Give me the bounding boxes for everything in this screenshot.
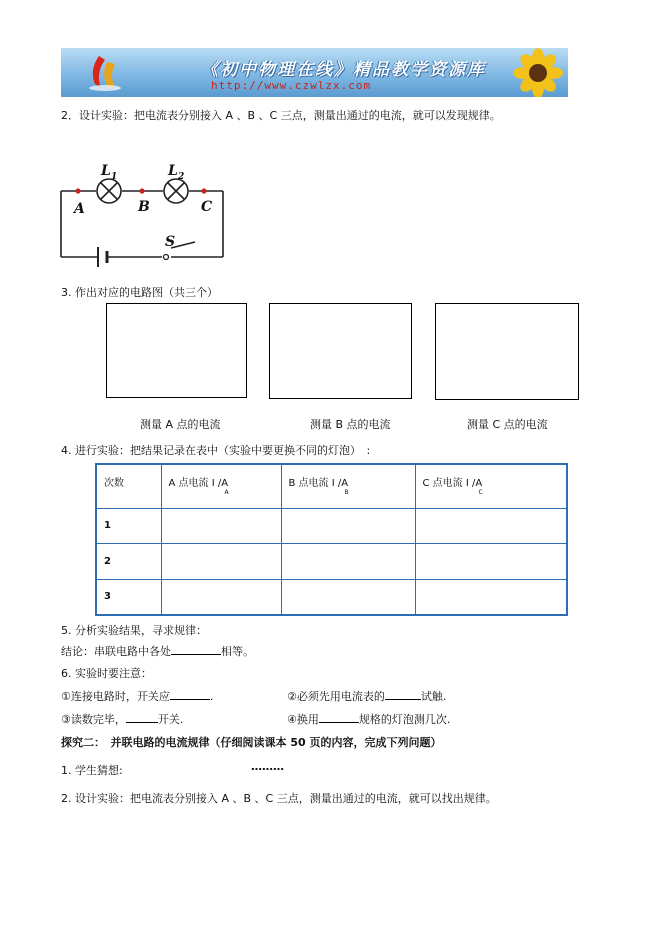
note2-blank[interactable] xyxy=(385,689,421,700)
note-4: ④换用 规格的灯泡测几次. xyxy=(287,713,451,726)
cell-b-1[interactable] xyxy=(281,508,415,543)
cell-c-1[interactable] xyxy=(415,508,567,543)
row-number: 3 xyxy=(96,579,161,615)
lamp-l2-subscript: 2 xyxy=(178,172,185,182)
diagram-box-a[interactable] xyxy=(106,303,247,398)
section2-step2: 2. 设计实验：把电流表分别接入 A 、B 、C 三点，测量出通过的电流，就可以找出规律。 xyxy=(61,792,497,805)
point-b-label: B xyxy=(138,199,150,215)
note4-blank[interactable] xyxy=(319,712,359,723)
header-c-current: C 点电流 I /A C xyxy=(415,464,567,508)
row-number: 2 xyxy=(96,543,161,579)
series-circuit-diagram xyxy=(58,158,233,273)
site-logo-icon xyxy=(85,54,125,92)
table-row xyxy=(96,579,567,615)
diagram-box-c[interactable] xyxy=(435,303,579,400)
header-count: 次数 xyxy=(96,464,161,508)
step4-text: 4. 进行实验：把结果记录在表中（实验中要更换不同的灯泡） : xyxy=(61,444,371,457)
header-banner xyxy=(61,48,568,97)
section2-heading: 探究二： 并联电路的电流规律（仔细阅读课本 50 页的内容，完成下列问题） xyxy=(61,736,442,749)
table-row xyxy=(96,508,567,543)
header-a-current: A 点电流 I /A A xyxy=(161,464,281,508)
switch-s-label: S xyxy=(165,234,176,250)
note3-blank[interactable] xyxy=(126,712,158,723)
conclusion-line: 结论：串联电路中各处 相等。 xyxy=(61,645,254,658)
cell-b-2[interactable] xyxy=(281,543,415,579)
lamp-l2-label: L xyxy=(168,163,178,179)
lamp-l1-subscript: 1 xyxy=(111,172,118,182)
results-table xyxy=(95,463,568,616)
cell-c-2[interactable] xyxy=(415,543,567,579)
banner-url[interactable]: http://www.czwlzx.com xyxy=(211,79,372,92)
step6-text: 6. 实验时要注意： xyxy=(61,667,152,680)
diagram-box-b[interactable] xyxy=(269,303,412,399)
header-b-current: B 点电流 I /A B xyxy=(281,464,415,508)
note-3: ③读数完毕， 开关. xyxy=(61,713,184,726)
lamp-l1-label: L xyxy=(101,163,111,179)
caption-b: 测量 B 点的电流 xyxy=(310,418,391,431)
banner-title: 《初中物理在线》精品教学资源库 xyxy=(201,60,486,80)
note1-blank[interactable] xyxy=(170,689,210,700)
cell-a-3[interactable] xyxy=(161,579,281,615)
cell-b-3[interactable] xyxy=(281,579,415,615)
sunflower-icon xyxy=(498,48,568,97)
cell-c-3[interactable] xyxy=(415,579,567,615)
table-header-row xyxy=(96,464,567,508)
cell-a-2[interactable] xyxy=(161,543,281,579)
cell-a-1[interactable] xyxy=(161,508,281,543)
table-row xyxy=(96,543,567,579)
conclusion-blank[interactable] xyxy=(171,644,221,655)
point-a-label: A xyxy=(74,201,85,217)
section2-step1: 1. 学生猜想: xyxy=(61,764,123,777)
point-c-label: C xyxy=(201,199,213,215)
caption-c: 测量 C 点的电流 xyxy=(467,418,548,431)
caption-a: 测量 A 点的电流 xyxy=(140,418,221,431)
step5-text: 5. 分析实验结果，寻求规律： xyxy=(61,624,207,637)
step2-text: 2．设计实验：把电流表分别接入 A 、B 、C 三点，测量出通过的电流，就可以发现规律。 xyxy=(61,109,501,122)
step3-text: 3. 作出对应的电路图（共三个） xyxy=(61,286,218,299)
section2-step1-dots: ……… xyxy=(251,760,284,773)
row-number: 1 xyxy=(96,508,161,543)
note-1: ①连接电路时，开关应 . xyxy=(61,690,214,703)
note-2: ②必须先用电流表的 试触. xyxy=(287,690,447,703)
